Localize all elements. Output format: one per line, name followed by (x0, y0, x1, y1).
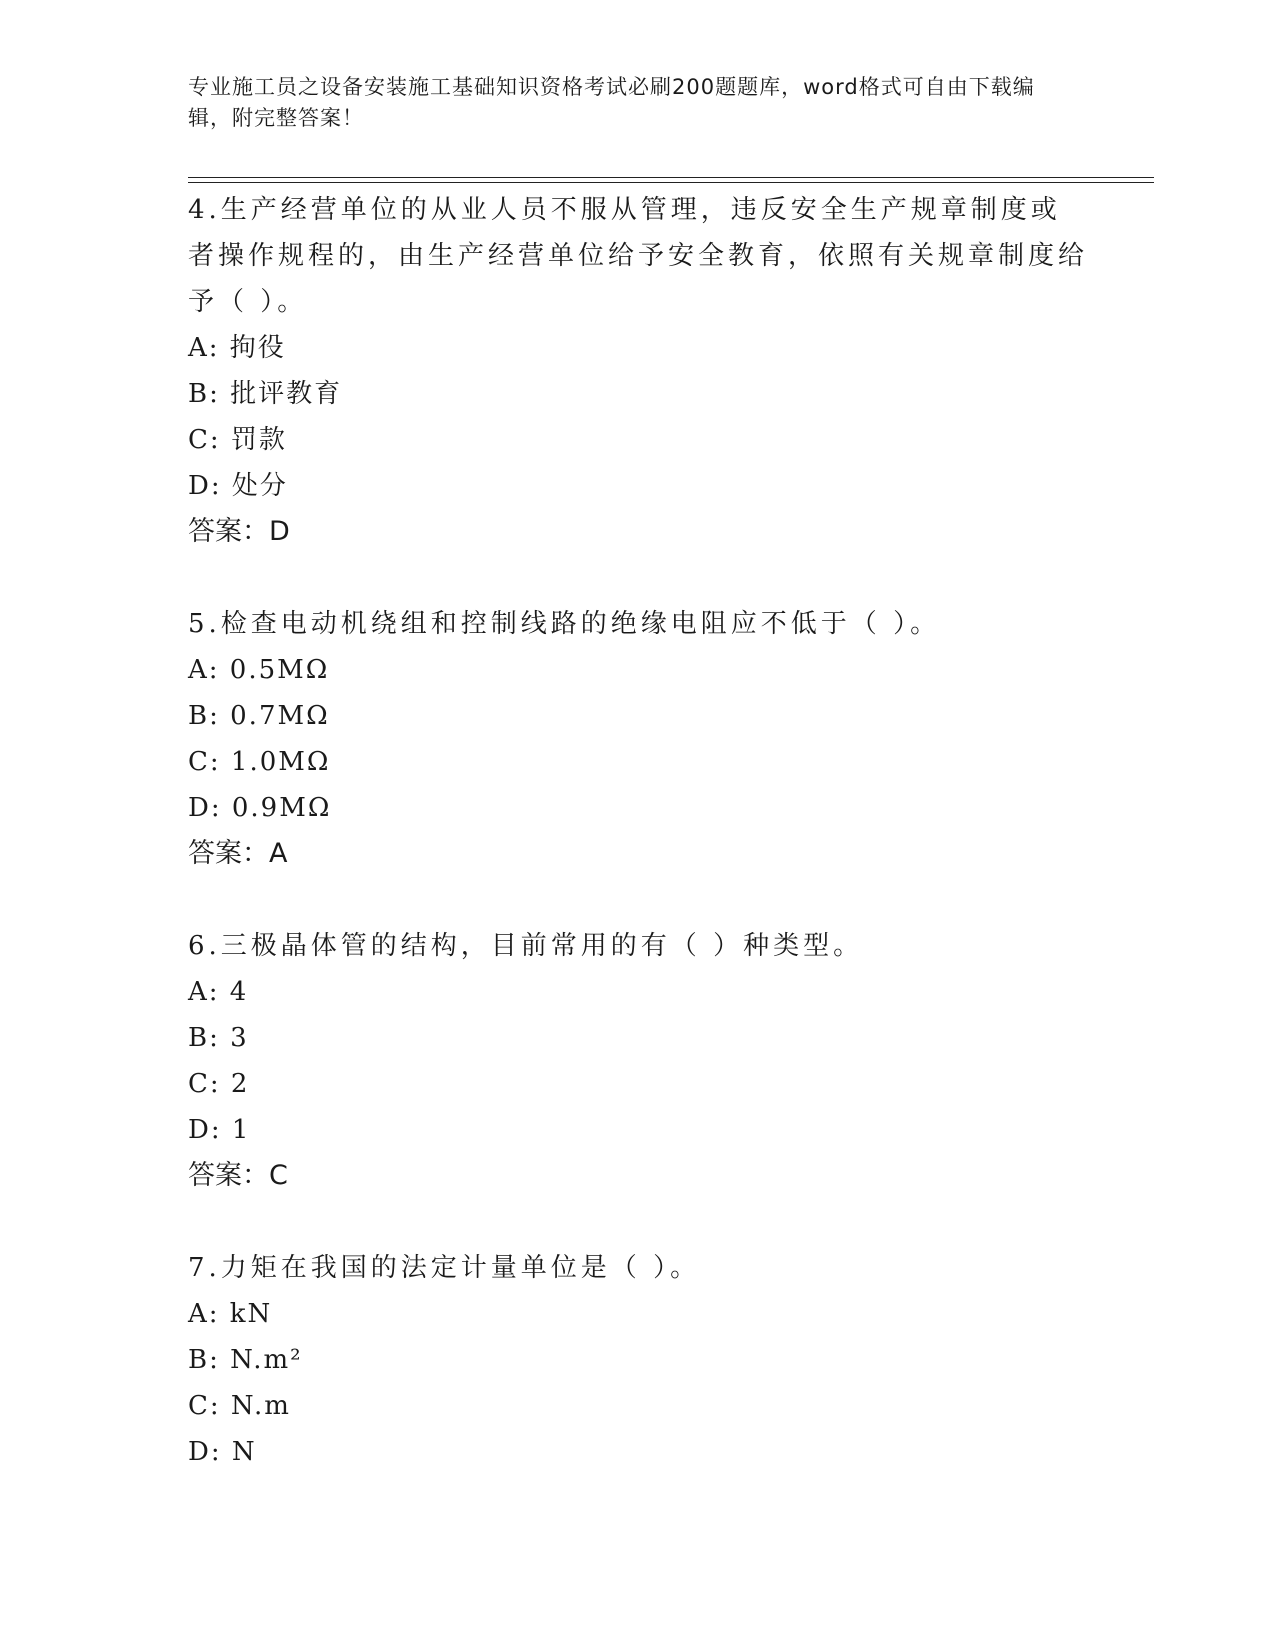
question-stem: 4.生产经营单位的从业人员不服从管理，违反安全生产规章制度或者操作规程的，由生产经营单位给予安全教育，依照有关规章制度给予（ ）。 (188, 195, 1089, 317)
option-b: B: 0.7MΩ (188, 701, 330, 731)
question-6 (188, 923, 1088, 1199)
answer-line: 答案：A (188, 838, 288, 869)
answer-line: 答案：C (188, 1160, 288, 1191)
option-c: C: 2 (188, 1069, 250, 1099)
option-a: A: 拘役 (188, 333, 286, 363)
option-b: B: 3 (188, 1023, 249, 1053)
question-5 (188, 601, 1088, 877)
header-rule-bottom (188, 182, 1154, 183)
answer-line: 答案：D (188, 516, 290, 547)
document-header: 专业施工员之设备安装施工基础知识资格考试必刷200题题库，word格式可自由下载编辑，附完整答案！ (188, 75, 1035, 130)
question-7 (188, 1245, 1088, 1475)
option-b: B: N.m² (188, 1345, 303, 1375)
option-b: B: 批评教育 (188, 379, 343, 409)
question-stem: 6.三极晶体管的结构，目前常用的有（ ）种类型。 (188, 931, 864, 961)
option-d: D: 0.9MΩ (188, 793, 332, 823)
header-rule-top (188, 177, 1154, 178)
option-d: D: 1 (188, 1115, 251, 1145)
option-a: A: 0.5MΩ (188, 655, 330, 685)
question-stem: 5.检查电动机绕组和控制线路的绝缘电阻应不低于（ ）。 (188, 609, 941, 639)
option-d: D: N (188, 1437, 257, 1467)
option-c: C: 1.0MΩ (188, 747, 331, 777)
question-list (188, 187, 1088, 1521)
option-a: A: kN (188, 1299, 273, 1329)
option-c: C: 罚款 (188, 425, 287, 455)
question-4 (188, 187, 1088, 555)
question-stem: 7.力矩在我国的法定计量单位是（ ）。 (188, 1253, 701, 1283)
option-c: C: N.m (188, 1391, 291, 1421)
option-d: D: 处分 (188, 471, 288, 501)
option-a: A: 4 (188, 977, 249, 1007)
